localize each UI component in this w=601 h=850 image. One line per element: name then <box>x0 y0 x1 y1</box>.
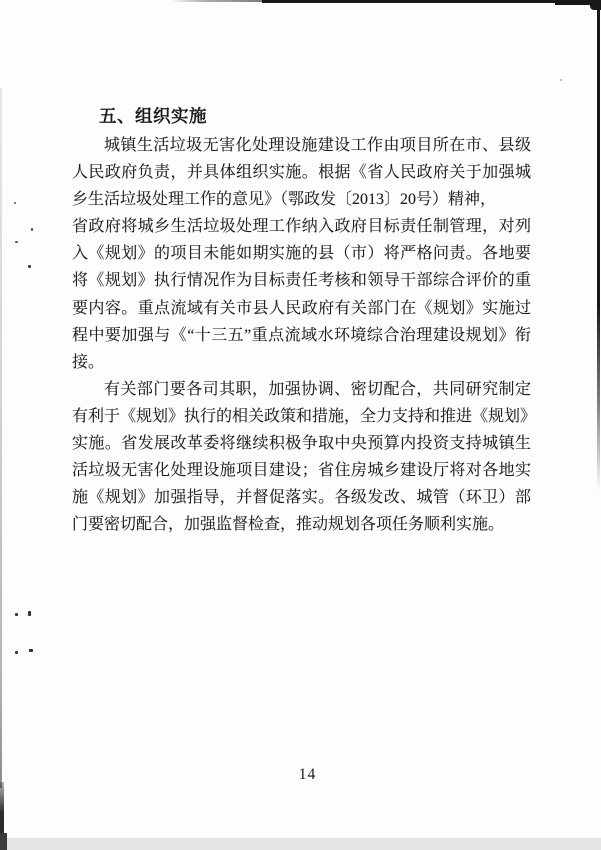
text-line: 门要密切配合，加强监督检查，推动规划各项任务顺利实施。 <box>72 516 505 534</box>
scan-speck <box>15 241 18 243</box>
scan-artifact-right-edge <box>597 0 600 492</box>
text-line: 施《规划》加强指导，并督促落实。各级发改、城管（环卫）部 <box>72 489 531 507</box>
scan-speck <box>560 79 562 81</box>
scan-speck <box>15 651 18 654</box>
section-heading: 五、组织实施 <box>99 106 207 126</box>
page-number: 14 <box>298 766 317 783</box>
scan-speck <box>14 202 16 204</box>
paragraph <box>72 132 531 376</box>
paragraphs <box>72 132 537 538</box>
scan-artifact-top-edge <box>262 0 601 3</box>
text-line: 省政府将城乡生活垃圾处理工作纳入政府目标责任制管理，对列 <box>72 218 531 236</box>
text-line: 程中要加强与《“十三五”重点流域水环境综合治理建设规划》衔 <box>72 326 531 344</box>
scan-speck <box>31 228 33 231</box>
text-line: 有关部门要各司其职，加强协调、密切配合，共同研究制定 <box>104 380 531 398</box>
text-line: 入《规划》的项目未能如期实施的县（市）将严格问责。各地要 <box>72 245 531 263</box>
scan-speck <box>28 611 31 616</box>
scan-artifact-bottom-left-corner <box>0 833 7 850</box>
scan-speck <box>29 649 33 652</box>
text-line: 实施。省发展改革委将继续积极争取中央预算内投资支持城镇生 <box>72 435 531 453</box>
text-line: 接。 <box>72 353 105 371</box>
text-line: 要内容。重点流域有关市县人民政府有关部门在《规划》实施过 <box>72 299 531 317</box>
text-line: 有利于《规划》执行的相关政策和措施，全力支持和推进《规划》 <box>72 407 537 425</box>
scan-speck <box>15 613 18 616</box>
scan-artifact-left-edge <box>0 88 2 788</box>
scan-speck <box>28 265 31 268</box>
paragraph <box>72 376 537 539</box>
text-line: 将《规划》执行情况作为目标责任考核和领导干部综合评价的重 <box>72 272 531 290</box>
text-line: 乡生活垃圾处理工作的意见》（鄂政发〔2013〕20号）精神， <box>72 191 497 209</box>
text-line: 城镇生活垃圾无害化处理设施建设工作由项目所在市、县级 <box>104 137 531 154</box>
text-line: 人民政府负责，并具体组织实施。根据《省人民政府关于加强城 <box>72 164 531 182</box>
text-line: 活垃圾无害化处理设施项目建设；省住房城乡建设厅将对各地实 <box>72 462 531 480</box>
scan-artifact-bottom-band <box>0 838 601 850</box>
